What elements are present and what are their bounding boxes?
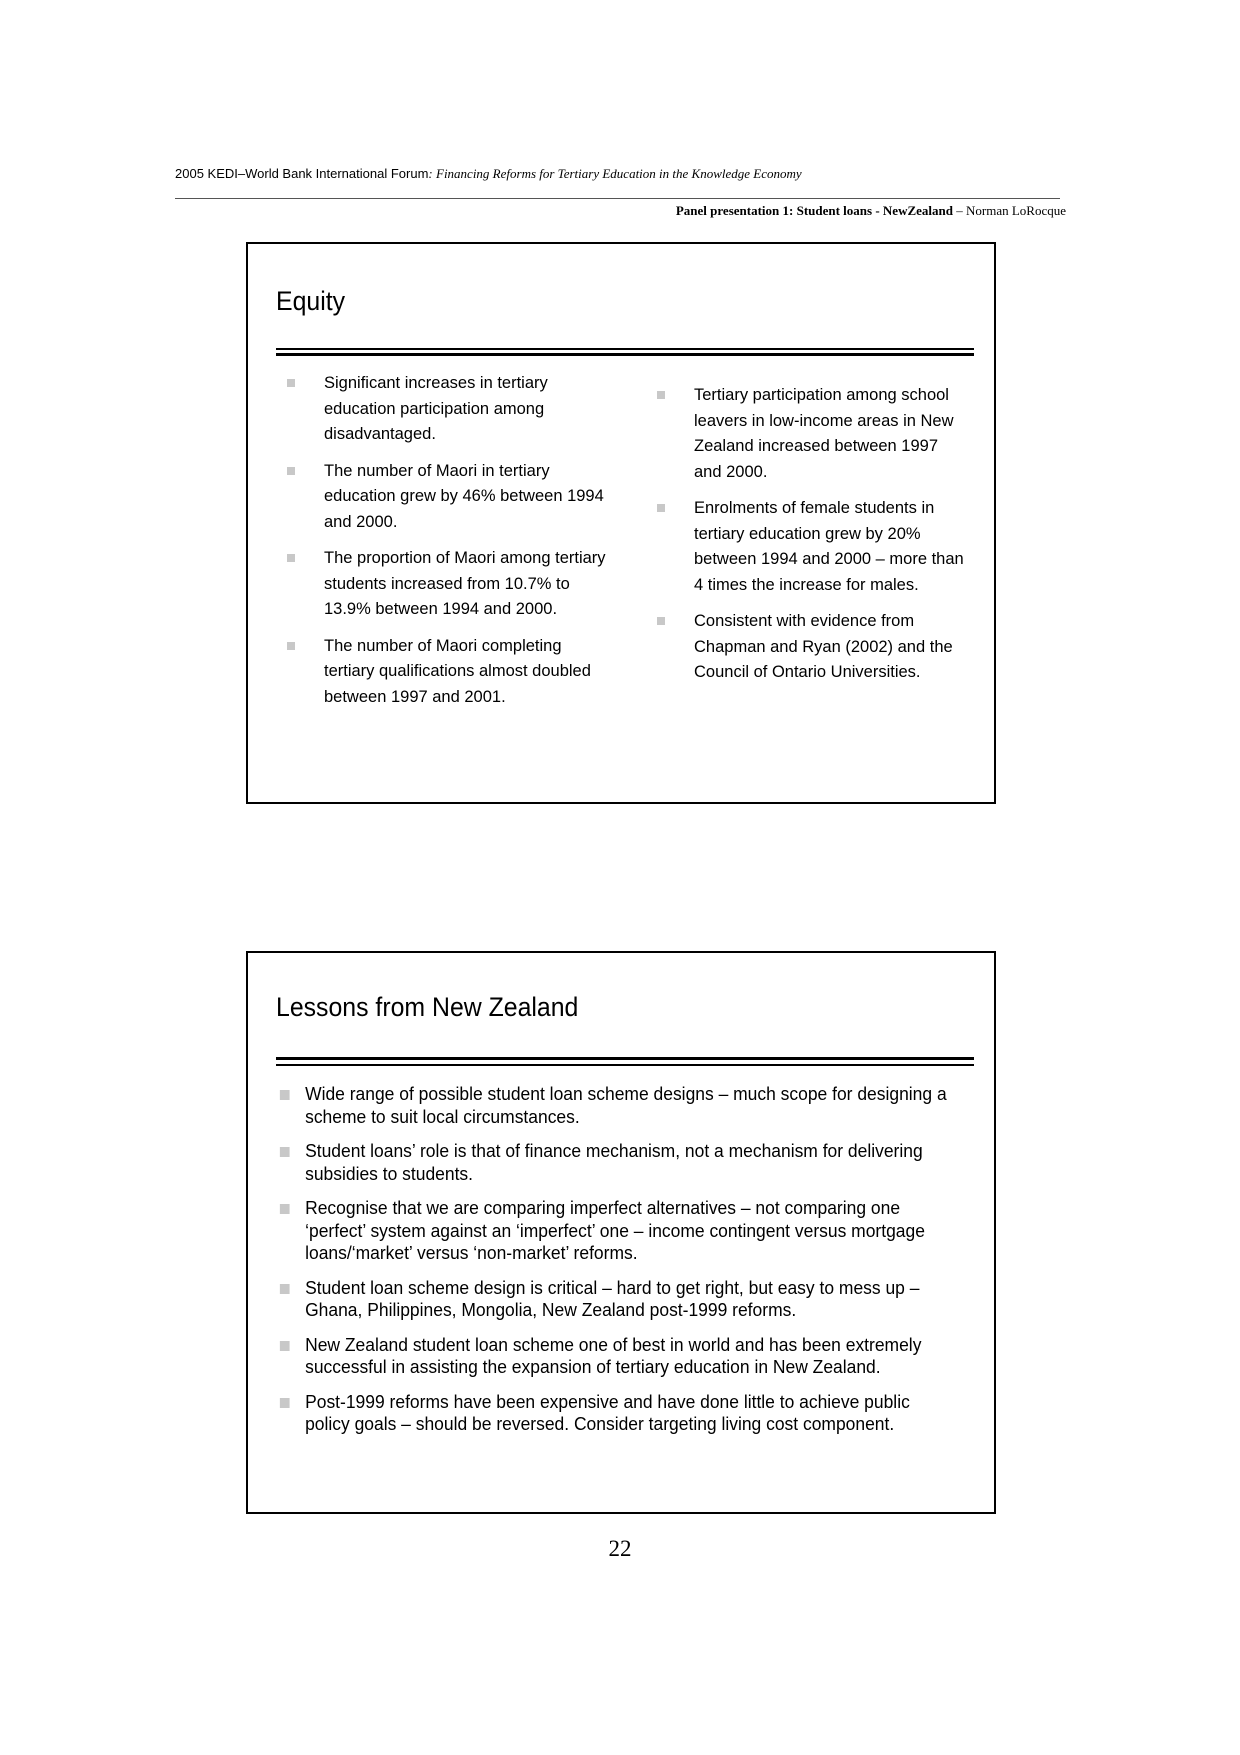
square-bullet-icon	[657, 617, 665, 625]
running-header	[175, 166, 802, 182]
slide-title: Lessons from New Zealand	[276, 992, 579, 1022]
forum-subtitle: Financing Reforms for Tertiary Education in the Knowledge Economy	[436, 166, 802, 181]
square-bullet-icon	[280, 1284, 290, 1294]
square-bullet-icon	[287, 642, 295, 650]
square-bullet-icon	[287, 379, 295, 387]
list-item: Tertiary participation among school leavers in low-income areas in New Zealand increased between 1997 and 2000.	[646, 383, 966, 485]
list-item: The number of Maori completing tertiary qualifications almost doubled between 1997 and 2001.	[276, 634, 616, 711]
right-column	[646, 383, 966, 697]
header-rule	[175, 198, 1060, 199]
list-item: The proportion of Maori among tertiary students increased from 10.7% to 13.9% between 1994 and 2000.	[276, 546, 616, 623]
square-bullet-icon	[657, 504, 665, 512]
slide-lessons	[246, 951, 996, 1514]
list-item: Enrolments of female students in tertiary education grew by 20% between 1994 and 2000 – more than 4 times the increase for males.	[646, 496, 966, 598]
list-item: Significant increases in tertiary education participation among disadvantaged.	[276, 371, 616, 448]
title-rule-thick	[276, 353, 974, 356]
slide-title: Equity	[276, 286, 346, 316]
list-item: Student loans’ role is that of finance mechanism, not a mechanism for delivering subsidies to students.	[276, 1140, 955, 1185]
square-bullet-icon	[287, 554, 295, 562]
list-item: Wide range of possible student loan scheme designs – much scope for designing a scheme to suit local circumstances.	[276, 1083, 955, 1128]
list-item: Consistent with evidence from Chapman and Ryan (2002) and the Council of Ontario Universities.	[646, 609, 966, 686]
square-bullet-icon	[280, 1204, 290, 1214]
square-bullet-icon	[280, 1398, 290, 1408]
slide-equity	[246, 242, 996, 804]
panel-author: – Norman LoRocque	[952, 203, 1066, 218]
list-item: Student loan scheme design is critical – hard to get right, but easy to mess up – Ghana, Philippines, Mongolia, New Zealand post-1999 reforms.	[276, 1277, 955, 1322]
lessons-list	[276, 1083, 976, 1448]
title-rule-thick	[276, 1057, 974, 1060]
list-item: Post-1999 reforms have been expensive and have done little to achieve public policy goals – should be reversed. Consider targeting living cost component.	[276, 1391, 955, 1436]
square-bullet-icon	[280, 1090, 290, 1100]
title-rule-thin	[276, 348, 974, 350]
panel-title: Panel presentation 1: Student loans - NewZealand	[675, 203, 953, 218]
page-number: 22	[608, 1536, 632, 1561]
square-bullet-icon	[287, 467, 295, 475]
square-bullet-icon	[657, 391, 665, 399]
square-bullet-icon	[280, 1147, 290, 1157]
forum-name: 2005 KEDI–World Bank International Forum	[175, 166, 429, 181]
list-item: The number of Maori in tertiary education grew by 46% between 1994 and 2000.	[276, 459, 616, 536]
header-separator: :	[428, 166, 436, 181]
title-rule-thin	[276, 1064, 974, 1066]
panel-line	[676, 203, 1066, 219]
list-item: New Zealand student loan scheme one of best in world and has been extremely successful in assisting the expansion of tertiary education in New Zealand.	[276, 1334, 955, 1379]
square-bullet-icon	[280, 1341, 290, 1351]
list-item: Recognise that we are comparing imperfect alternatives – not comparing one ‘perfect’ system against an ‘imperfect’ one – income contingent versus mortgage loans/‘market’ versus ‘non-market’ reforms.	[276, 1197, 955, 1265]
left-column	[276, 371, 616, 721]
